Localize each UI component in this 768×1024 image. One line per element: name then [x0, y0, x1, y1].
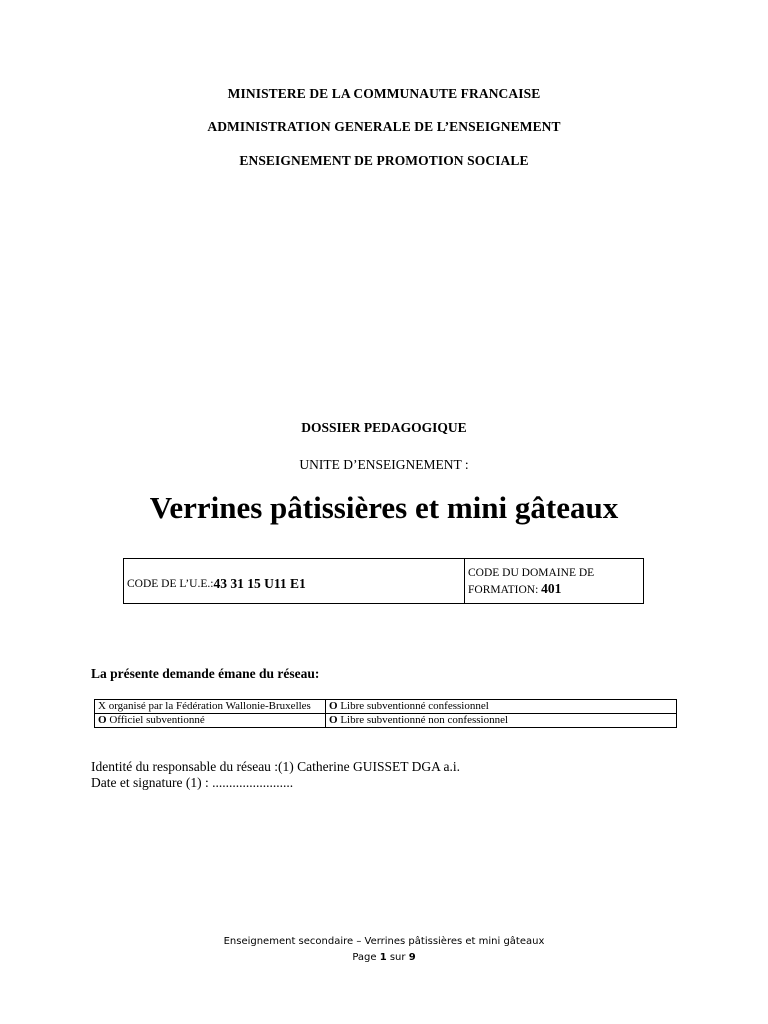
sur-word: sur [386, 952, 409, 963]
footer-title: Enseignement secondaire – Verrines pâtissières et mini gâteaux [223, 936, 545, 947]
reseau-option-officiel [95, 714, 326, 728]
dossier-heading: DOSSIER PEDAGOGIQUE [301, 420, 467, 435]
domaine-code-cell [465, 559, 643, 603]
date-signature-line: Date et signature (1) : ........................ [91, 775, 294, 790]
ue-code-value: 43 31 15 U11 E1 [213, 576, 306, 591]
reseau-table [94, 699, 677, 728]
option-label: Officiel subventionné [106, 714, 205, 726]
current-page: 1 [379, 952, 387, 963]
option-label: Libre subventionné non confessionnel [337, 714, 509, 726]
option-label: Libre subventionné confessionnel [337, 700, 489, 712]
unite-label: UNITE D’ENSEIGNEMENT : [299, 457, 469, 472]
ue-code-label: CODE DE L’U.E.: [127, 578, 214, 590]
administration-heading: ADMINISTRATION GENERALE DE L’ENSEIGNEMENT [207, 119, 561, 134]
page-footer [0, 934, 768, 966]
reseau-option-libre-confessionnel [326, 700, 677, 714]
page-word: Page [352, 952, 380, 963]
code-box [123, 558, 644, 604]
domaine-label-line1: CODE DU DOMAINE DE [468, 567, 595, 579]
total-pages: 9 [408, 952, 416, 963]
document-title: Verrines pâtissières et mini gâteaux [149, 490, 619, 525]
identite-line: Identité du responsable du réseau :(1) Catherine GUISSET DGA a.i. [91, 759, 461, 774]
reseau-option-libre-non-confessionnel [326, 714, 677, 728]
domaine-value: 401 [541, 581, 562, 596]
ue-code-cell [124, 559, 465, 603]
table-row [95, 700, 677, 714]
domaine-label-line2 [468, 581, 640, 598]
ministry-heading: MINISTERE DE LA COMMUNAUTE FRANCAISE [227, 86, 541, 101]
identity-block [91, 759, 460, 791]
department-heading: ENSEIGNEMENT DE PROMOTION SOCIALE [239, 153, 529, 168]
table-row [95, 714, 677, 728]
page-number [0, 950, 768, 966]
option-mark: O [329, 714, 338, 726]
reseau-option-federation: X organisé par la Fédération Wallonie-Bruxelles [95, 700, 326, 714]
domaine-label: FORMATION: [468, 584, 542, 596]
option-mark: O [329, 700, 338, 712]
option-mark: O [98, 714, 107, 726]
demande-label: La présente demande émane du réseau: [91, 666, 320, 681]
